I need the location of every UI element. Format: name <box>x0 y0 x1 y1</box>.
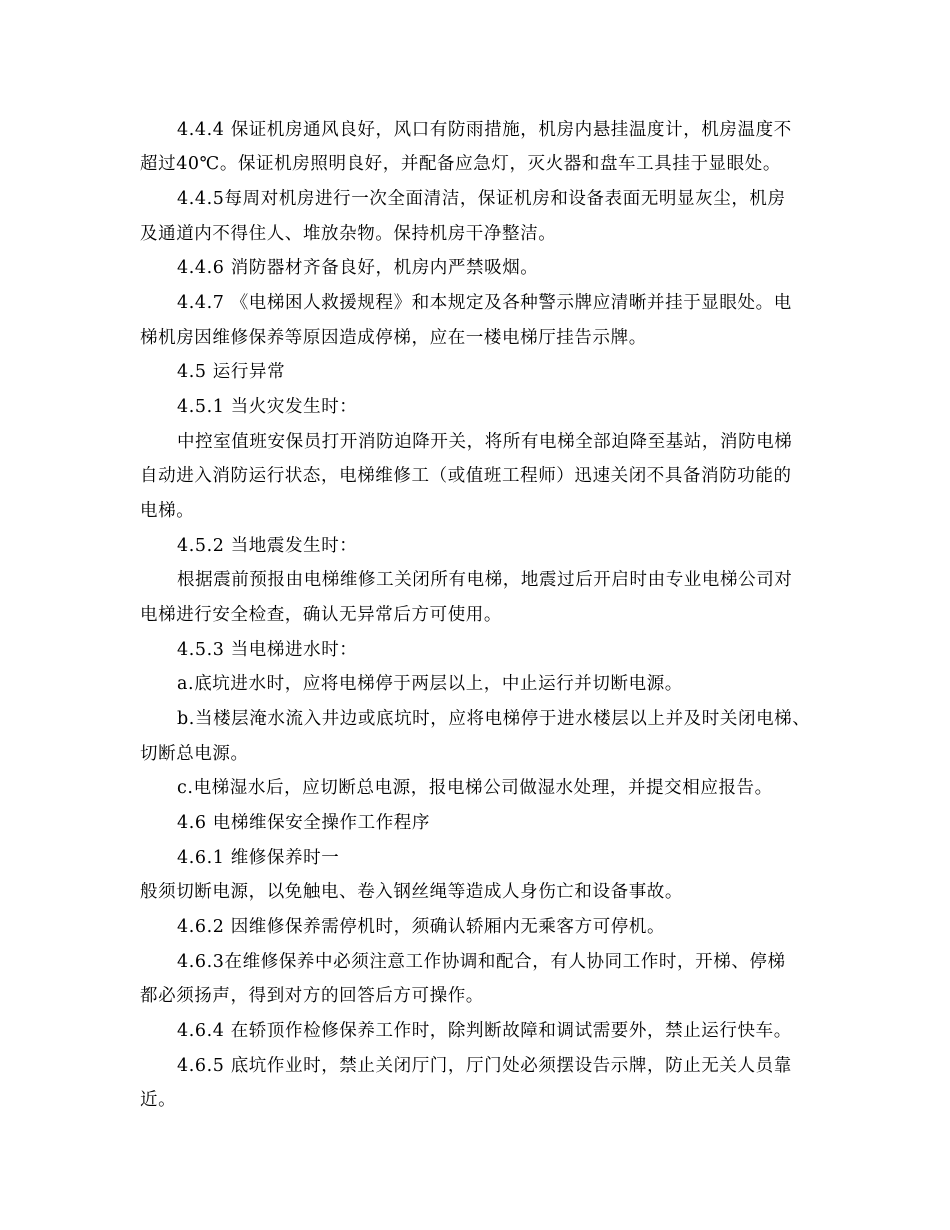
text-line: 4.6 电梯维保安全操作工作程序 <box>177 813 430 833</box>
text-line: 近。 <box>140 1090 177 1110</box>
text-line: 4.5.2 当地震发生时： <box>177 536 358 556</box>
text-line: 4.6.4 在轿顶作检修保养工作时，除判断故障和调试需要外，禁止运行快车。 <box>177 1021 792 1041</box>
text-line: b.当楼层淹水流入井边或底坑时，应将电梯停于进水楼层以上并及时关闭电梯、 <box>177 709 811 729</box>
text-line: 切断总电源。 <box>140 744 249 764</box>
text-line: a.底坑进水时，应将电梯停于两层以上，中止运行并切断电源。 <box>177 674 683 694</box>
text-line: 根据震前预报由电梯维修工关闭所有电梯，地震过后开启时由专业电梯公司对 <box>177 570 793 590</box>
text-line: 4.4.4 保证机房通风良好，风口有防雨措施，机房内悬挂温度计，机房温度不 <box>177 120 792 140</box>
text-line: 4.4.7 《电梯困人救援规程》和本规定及各种警示牌应清晰并挂于显眼处。电 <box>177 293 792 313</box>
text-line: 自动进入消防运行状态，电梯维修工（或值班工程师）迅速关闭不具备消防功能的 <box>140 466 792 486</box>
text-line: 4.4.5每周对机房进行一次全面清洁，保证机房和设备表面无明显灰尘，机房 <box>177 189 786 209</box>
text-line: 梯机房因维修保养等原因造成停梯，应在一楼电梯厅挂告示牌。 <box>140 328 647 348</box>
text-line: 中控室值班安保员打开消防迫降开关，将所有电梯全部迫降至基站，消防电梯 <box>177 432 793 452</box>
text-line: 都必须扬声，得到对方的回答后方可操作。 <box>140 986 484 1006</box>
text-line: 4.5.3 当电梯进水时： <box>177 640 358 660</box>
text-line: 4.5 运行异常 <box>177 362 286 382</box>
text-line: 4.6.2 因维修保养需停机时，须确认轿厢内无乘客方可停机。 <box>177 917 666 937</box>
text-line: 4.6.5 底坑作业时，禁止关闭厅门，厅门处必须摆设告示牌，防止无关人员靠 <box>177 1056 792 1076</box>
text-line: 般须切断电源，以免触电、卷入钢丝绳等造成人身伤亡和设备事故。 <box>140 882 683 902</box>
text-line: 及通道内不得住人、堆放杂物。保持机房干净整洁。 <box>140 224 557 244</box>
text-line: c.电梯湿水后，应切断总电源，报电梯公司做湿水处理，并提交相应报告。 <box>177 778 773 798</box>
text-line: 超过40℃。保证机房照明良好，并配备应急灯，灭火器和盘车工具挂于显眼处。 <box>140 154 781 174</box>
text-line: 电梯进行安全检查，确认无异常后方可使用。 <box>140 605 502 625</box>
text-line: 4.6.3在维修保养中必须注意工作协调和配合，有人协同工作时，开梯、停梯 <box>177 952 786 972</box>
text-line: 电梯。 <box>140 501 195 521</box>
text-line: 4.5.1 当火灾发生时： <box>177 397 358 417</box>
text-line: 4.4.6 消防器材齐备良好，机房内严禁吸烟。 <box>177 258 539 278</box>
text-line: 4.6.1 维修保养时一 <box>177 848 340 868</box>
